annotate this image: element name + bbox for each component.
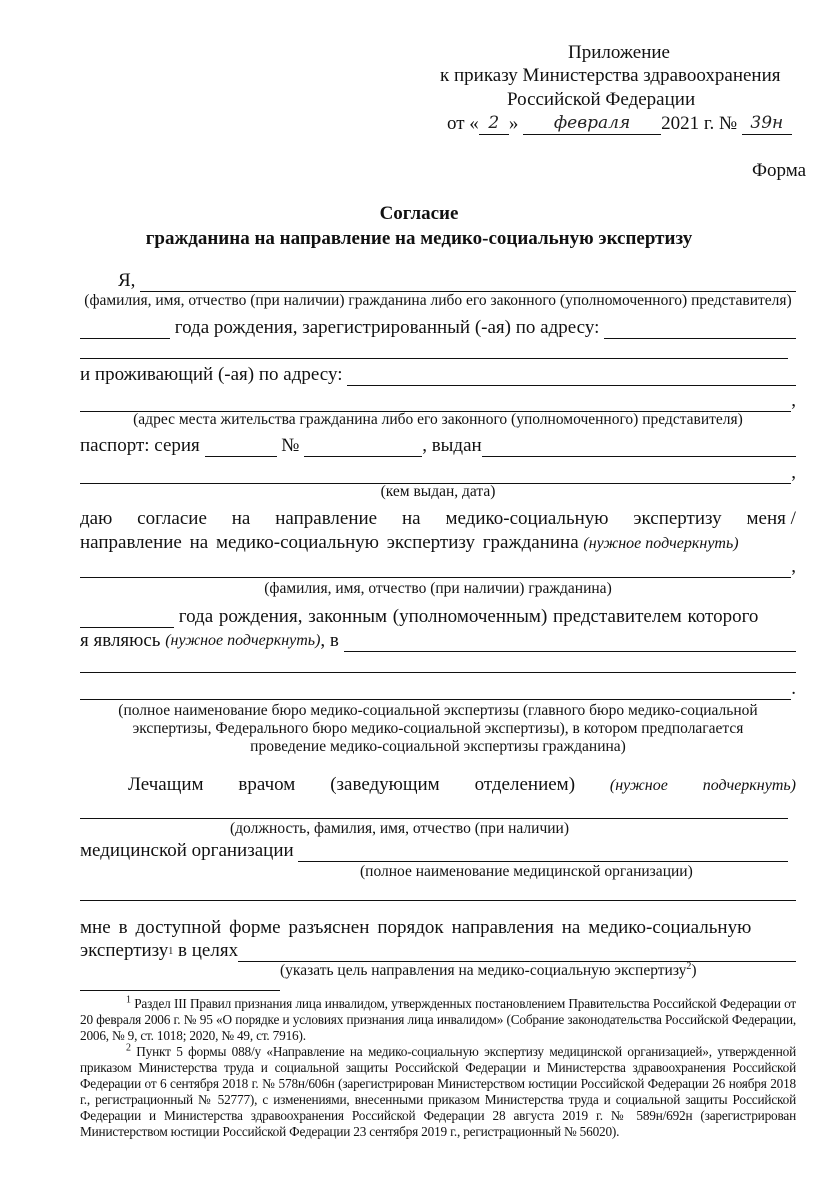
consent-line1: даю согласие на направление на медико-социальную экспертизу меня / <box>80 508 796 529</box>
header-line1: Приложение <box>568 42 670 63</box>
explained-line: мне в доступной форме разъяснен порядок направления на медико-социальную <box>80 917 752 938</box>
doctor-row <box>80 800 788 819</box>
bureau-field-2[interactable] <box>80 654 796 673</box>
bureau-row2 <box>80 654 796 673</box>
reg-address-field[interactable] <box>604 320 796 339</box>
header-line3: Российской Федерации <box>507 89 696 110</box>
passport-series-field[interactable] <box>205 438 277 457</box>
med-org-row2 <box>80 882 796 901</box>
caption-fio-rep: (фамилия, имя, отчество (при наличии) гражданина либо его законного (уполномоченного) представителя) <box>84 292 792 309</box>
i-am-row: я являюсь (нужное подчеркнуть) , в <box>80 630 796 652</box>
med-org-row: медицинской организации <box>80 840 788 862</box>
form-label: Форма <box>752 160 807 181</box>
purpose-row: экспертизу $^1$ в целях <box>80 940 796 962</box>
caption-fio-citizen: (фамилия, имя, отчество (при наличии) гражданина) <box>264 580 612 597</box>
living-address-row2: , <box>80 390 796 412</box>
birth-reg-row: года рождения, зарегистрированный (-ая) по адресу: <box>80 317 796 339</box>
consent-line2: направление на медико-социальную экспертизу гражданина (нужное подчеркнуть) <box>80 532 739 553</box>
title-line1: Согласие <box>379 203 459 224</box>
passport-issued-field-2[interactable] <box>80 465 791 484</box>
living-address-field-2[interactable] <box>80 393 791 412</box>
citizen-birth-year-field[interactable] <box>80 609 174 628</box>
name-row: Я, <box>118 270 796 292</box>
footnote-rule <box>80 990 280 991</box>
order-date: от « 2 » февраля 2021 г. № 39н <box>447 112 792 135</box>
caption-bureau-1: (полное наименование бюро медико-социальной экспертизы (главного бюро медико-социальной <box>118 702 758 719</box>
birth-rep-row: года рождения, законным (уполномоченным) представителем которого <box>80 606 796 628</box>
reg-address-field-2[interactable] <box>80 340 788 359</box>
caption-bureau-3: проведение медико-социальной экспертизы гражданина) <box>250 738 626 755</box>
med-org-field-2[interactable] <box>80 882 796 901</box>
passport-number-field[interactable] <box>304 438 422 457</box>
date-month: февраля <box>523 112 661 135</box>
bureau-field-3[interactable] <box>80 681 791 700</box>
caption-bureau-2: экспертизы, Федерального бюро медико-социальной экспертизы), в котором предполагается <box>132 720 744 737</box>
citizen-name-row: , <box>80 556 796 578</box>
citizen-name-field[interactable] <box>80 559 791 578</box>
order-number: 39н <box>742 112 792 135</box>
name-field[interactable] <box>140 273 796 292</box>
living-address-field[interactable] <box>347 367 796 386</box>
passport-row: паспорт: серия № , выдан <box>80 435 796 457</box>
caption-purpose: (указать цель направления на медико-социальную экспертизу$^2$) <box>280 960 697 979</box>
issued-row2: , <box>80 462 796 484</box>
caption-address: (адрес места жительства гражданина либо его законного (уполномоченного) представителя) <box>133 411 743 428</box>
purpose-field[interactable] <box>238 943 796 962</box>
caption-med-org: (полное наименование медицинской организации) <box>360 863 693 880</box>
title-line2: гражданина на направление на медико-социальную экспертизу <box>145 228 693 249</box>
caption-position: (должность, фамилия, имя, отчество (при наличии) <box>230 820 569 837</box>
footnote-2: $^2$ Пункт 5 формы 088/у «Направление на медико-социальную экспертизу медицинской организацией», утвержденной приказом Министерства труда и социальной защиты Российской Федерации и Министерства здравоохранения Российской Федерации от 6 сентября 2018 г. № 578н/606н (зарегистрирован Министерством юстиции Российской Федерации 26 ноября 2018 г., регистрационный № 52777), с изменениями, внесенными приказом Министерства труда и социальной защиты Российской Федерации и Министерства здравоохранения Российской Федерации 28 августа 2019 г. № 589н/692н (зарегистрирован Министерством юстиции Российской Федерации 23 сентября 2019 г., регистрационный № 56020). <box>80 1042 796 1139</box>
birth-year-field[interactable] <box>80 320 170 339</box>
passport-issued-field[interactable] <box>482 438 796 457</box>
date-day: 2 <box>479 112 509 135</box>
header-line2: к приказу Министерства здравоохранения <box>440 65 781 86</box>
doctor-field[interactable] <box>80 800 788 819</box>
footnotes <box>80 996 796 1140</box>
bureau-row3: . <box>80 678 796 700</box>
reg-address-row2 <box>80 340 788 359</box>
living-row: и проживающий (-ая) по адресу: <box>80 364 796 386</box>
caption-issued: (кем выдан, дата) <box>380 483 496 500</box>
bureau-field[interactable] <box>344 633 796 652</box>
footnote-1: $^1$ Раздел III Правил признания лица инвалидом, утвержденных постановлением Правительства Российской Федерации от 20 февраля 2006 г. № 95 «О порядке и условиях признания лица инвалидом» (Собрание законодательства Российской Федерации, 2006, № 9, ст. 1018; 2020, № 49, ст. 7916). <box>80 994 797 1043</box>
doctor-line: Лечащим врачом (заведующим отделением) (нужное подчеркнуть) <box>128 774 796 795</box>
med-org-field[interactable] <box>298 843 788 862</box>
